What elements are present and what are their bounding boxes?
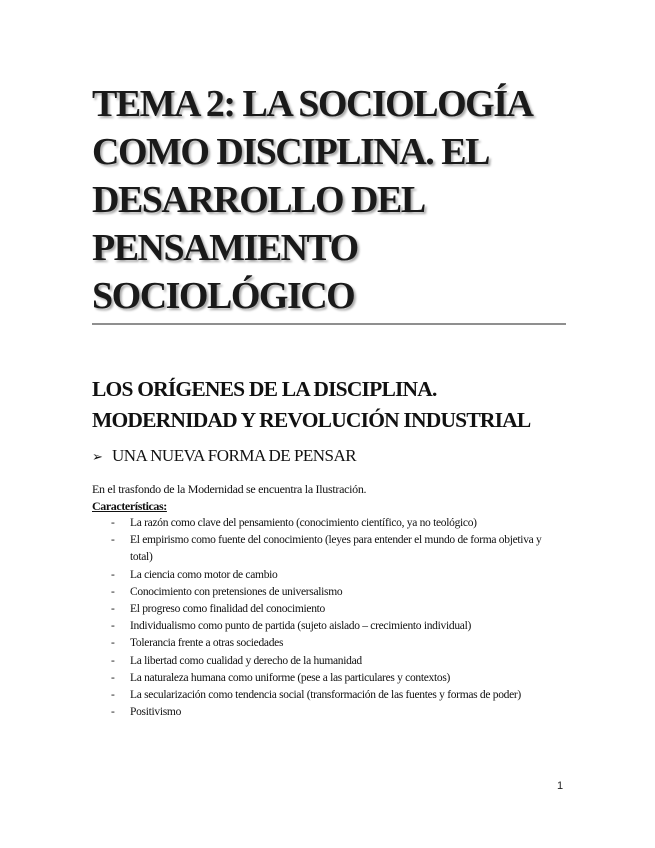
list-item bbox=[92, 601, 562, 618]
section-heading: LOS ORÍGENES DE LA DISCIPLINA. MODERNIDAD Y REVOLUCIÓN INDUSTRIAL bbox=[92, 377, 531, 432]
list-item-text: El progreso como finalidad del conocimiento bbox=[130, 603, 325, 616]
list-item-text: Conocimiento con pretensiones de universalismo bbox=[130, 585, 343, 598]
page-number: 1 bbox=[557, 780, 564, 792]
list-item-text: La secularización como tendencia social (transformación de las fuentes y formas de poder) bbox=[130, 689, 521, 702]
list-item bbox=[92, 704, 562, 721]
list-item-text: Positivismo bbox=[130, 706, 182, 719]
list-item-text: La razón como clave del pensamiento (conocimiento científico, ya no teológico) bbox=[130, 517, 477, 529]
list-item bbox=[92, 618, 562, 635]
dash-marker: - bbox=[111, 689, 115, 702]
list-item-text: La naturaleza humana como uniforme (pese a las particulares y contextos) bbox=[130, 671, 451, 684]
characteristics-list bbox=[92, 515, 562, 721]
list-item bbox=[92, 515, 562, 532]
dash-marker: - bbox=[111, 585, 115, 598]
dash-marker: - bbox=[111, 637, 115, 650]
list-item-text: La ciencia como motor de cambio bbox=[130, 568, 278, 581]
subheading bbox=[92, 444, 356, 470]
document-title: TEMA 2: LA SOCIOLOGÍA COMO DISCIPLINA. EL DESARROLLO DEL PENSAMIENTO SOCIOLÓGICO bbox=[92, 83, 531, 317]
dash-marker: - bbox=[111, 534, 115, 547]
dash-marker: - bbox=[111, 568, 115, 581]
list-item-text: El empirismo como fuente del conocimiento (leyes para entender el mundo de forma objetiva y total) bbox=[130, 534, 542, 564]
dash-marker: - bbox=[111, 671, 115, 684]
list-item-text: La libertad como cualidad y derecho de la humanidad bbox=[130, 654, 362, 667]
list-item bbox=[92, 567, 562, 584]
list-item bbox=[92, 670, 562, 687]
list-item bbox=[92, 532, 562, 566]
intro-paragraph: En el trasfondo de la Modernidad se encuentra la Ilustración. bbox=[92, 482, 367, 496]
list-item bbox=[92, 584, 562, 601]
list-item bbox=[92, 687, 562, 704]
dash-marker: - bbox=[111, 603, 115, 616]
list-item-text: Tolerancia frente a otras sociedades bbox=[130, 637, 284, 650]
title-divider bbox=[92, 323, 566, 325]
list-item-text: Individualismo como punto de partida (sujeto aislado – crecimiento individual) bbox=[130, 620, 472, 633]
subheading-text: UNA NUEVA FORMA DE PENSAR bbox=[112, 446, 357, 465]
dash-marker: - bbox=[111, 706, 115, 719]
dash-marker: - bbox=[111, 654, 115, 667]
arrow-bullet-icon: ➢ bbox=[92, 450, 103, 465]
dash-marker: - bbox=[111, 517, 115, 529]
characteristics-label: Características: bbox=[92, 499, 167, 513]
list-item bbox=[92, 635, 562, 652]
list-item bbox=[92, 653, 562, 670]
dash-marker: - bbox=[111, 620, 115, 633]
